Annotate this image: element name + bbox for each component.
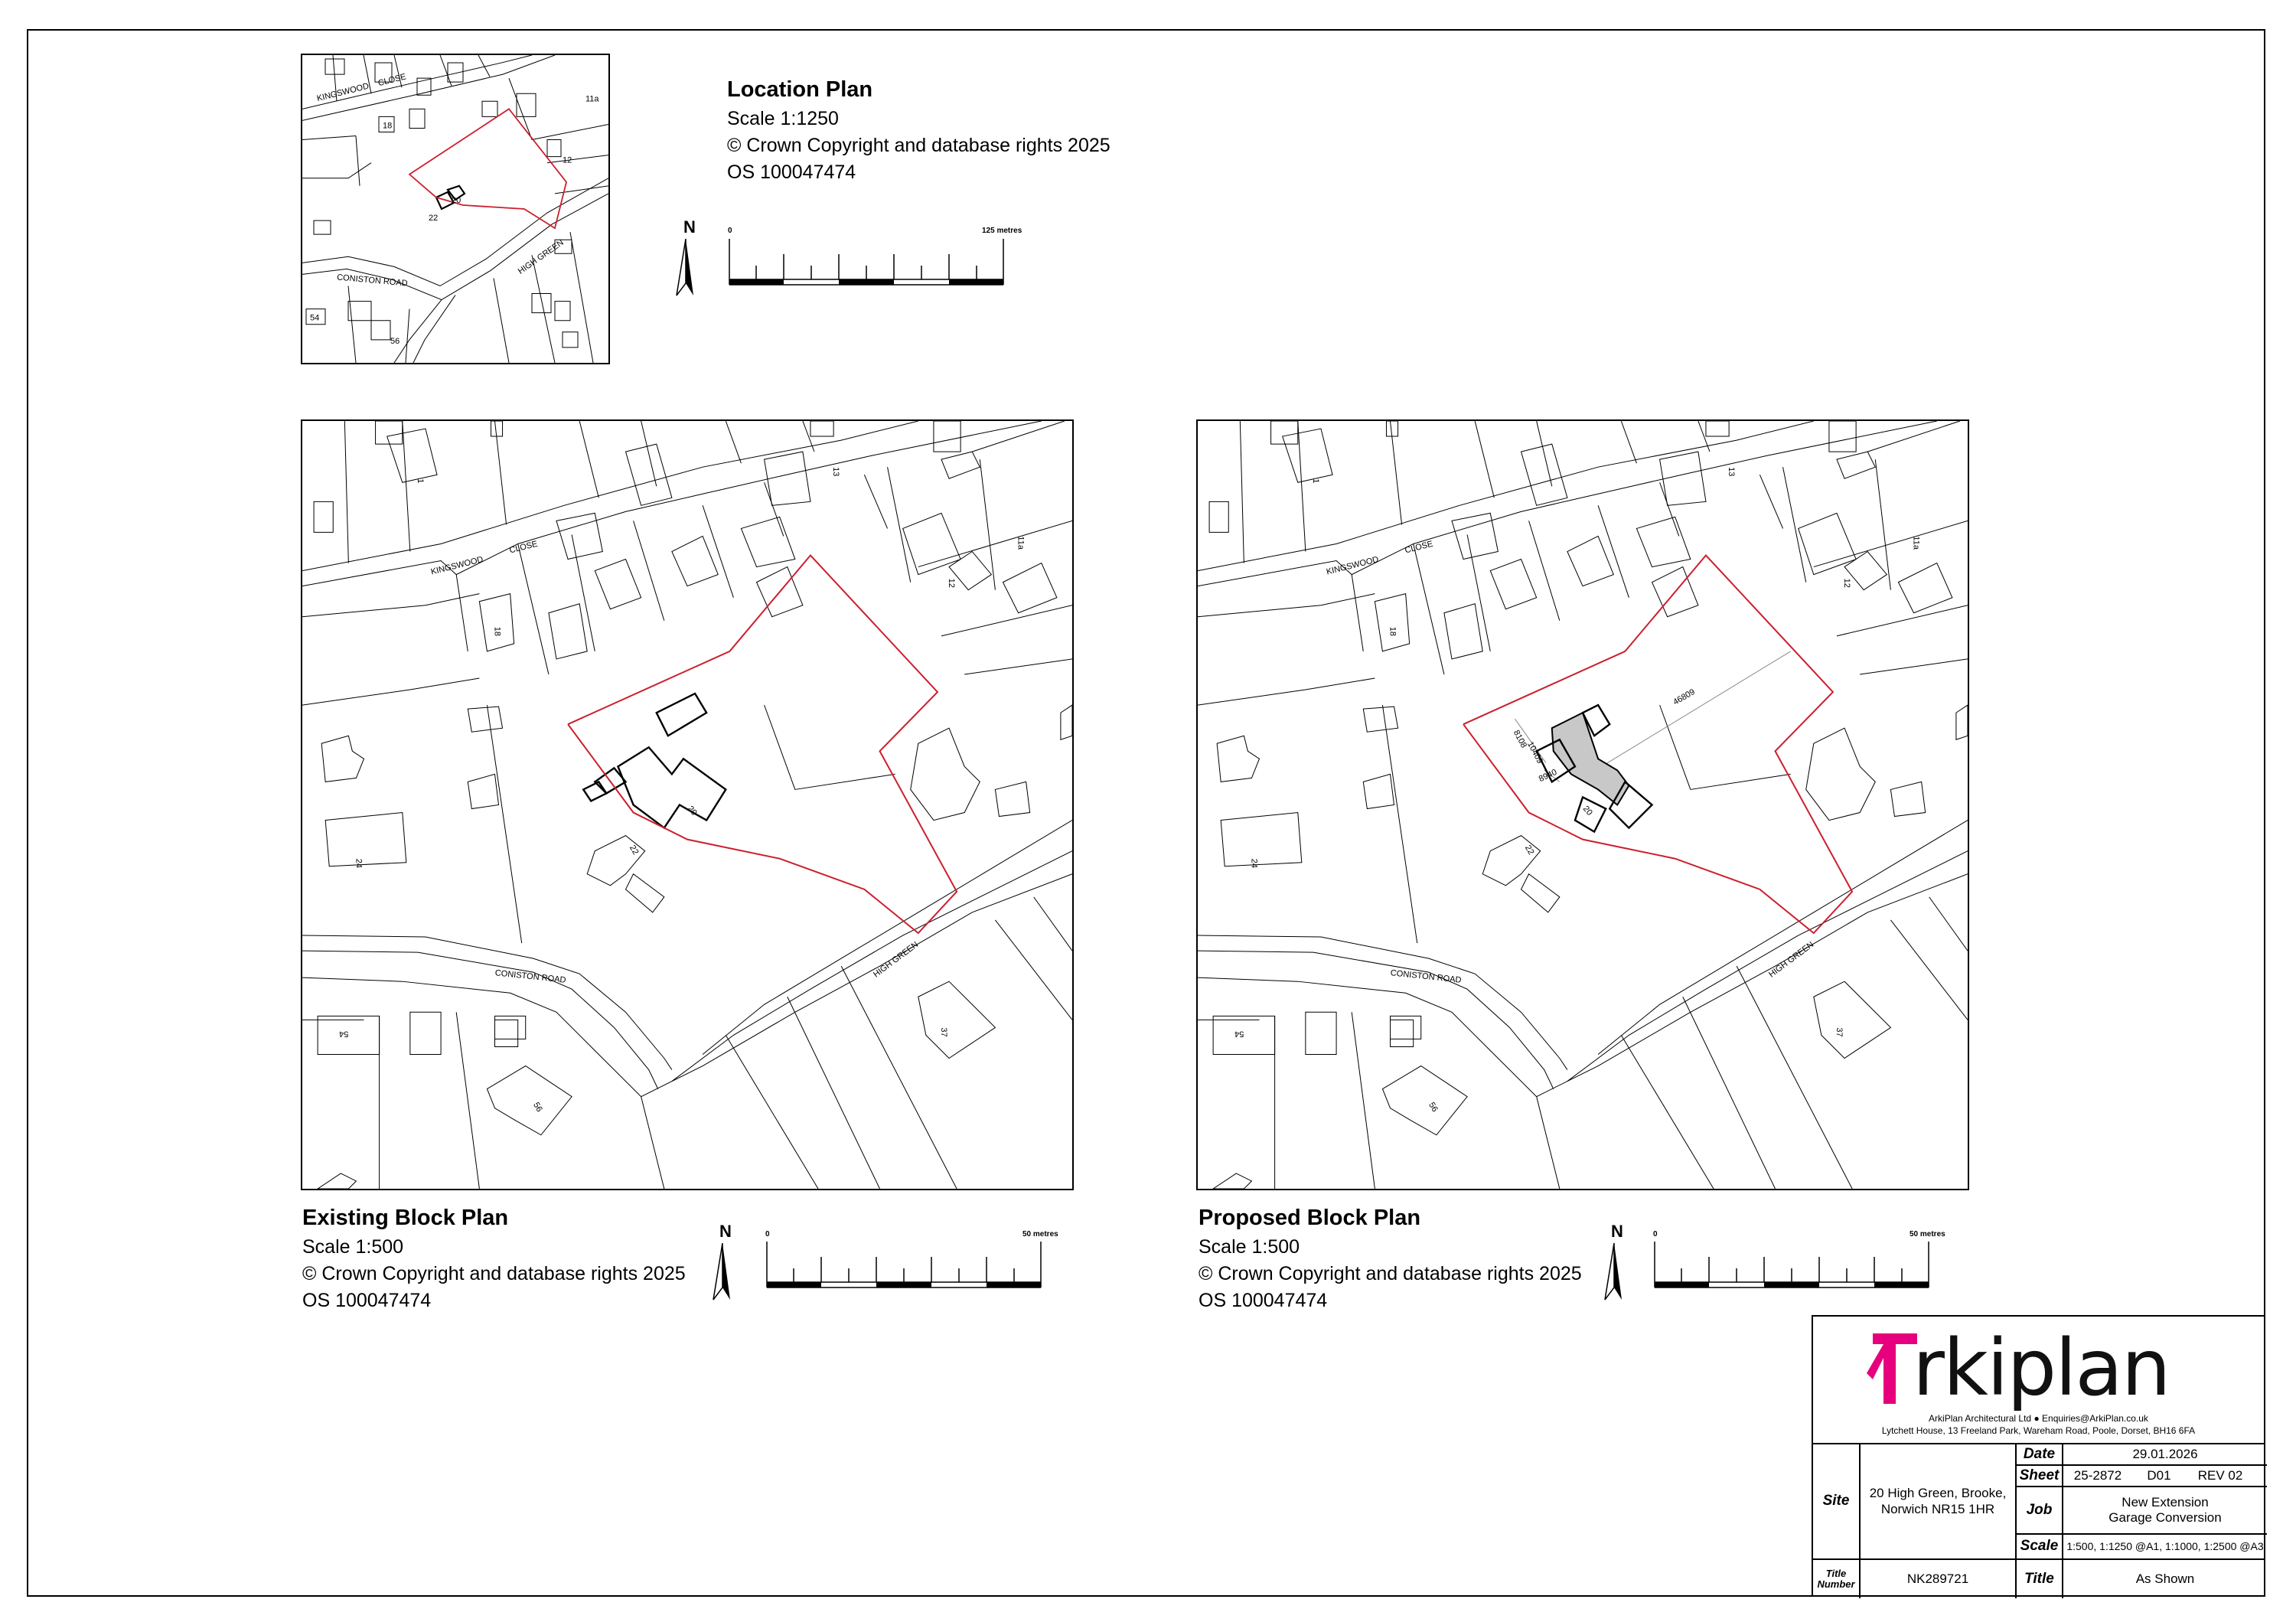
existing-north-arrow-icon [712,1242,732,1303]
map-label-20: 20 [1580,804,1594,818]
map-label-close: CLOSE [377,72,407,89]
map-label-24: 24 [1249,858,1259,868]
map-label-12: 12 [947,578,957,588]
map-label-kingswood: KINGSWOOD [1325,555,1380,577]
site-label: Site [1822,1493,1850,1509]
job-label: Job [2026,1501,2053,1518]
location-scalebar [729,239,1008,292]
location-plan-copyright: © Crown Copyright and database rights 2025 [727,134,1110,156]
existing-north-letter: N [719,1222,732,1241]
map-label-kingswood: KINGSWOOD [315,81,370,104]
title-number-value: NK289721 [1906,1571,1969,1586]
dimension-10409: 10409 [1525,740,1544,765]
location-plan-title: Location Plan [727,77,873,102]
map-label-54: 54 [310,313,320,323]
map-label-11a: 11a [1016,536,1026,550]
sheet-label: Sheet [2019,1467,2060,1483]
map-label-13: 13 [1727,467,1737,477]
proposed-plan-title: Proposed Block Plan [1199,1206,1421,1230]
map-label-11a: 11a [1911,536,1921,550]
map-label-13: 13 [831,467,841,477]
sheet-drawing-number: D01 [2147,1467,2171,1483]
date-label: Date [2023,1445,2056,1462]
title-block [1812,1315,2265,1597]
job-value [2063,1487,2267,1533]
existing-plan-title: Existing Block Plan [302,1206,509,1230]
map-label-56: 56 [390,336,400,346]
map-label-coniston-road: CONISTON ROAD [336,273,409,289]
proposed-plan-copyright: © Crown Copyright and database rights 2025 [1199,1262,1582,1284]
company-line: ArkiPlan Architectural Ltd ● Enquiries@ArkiPlan.co.uk [1929,1413,2148,1424]
map-label-coniston-road: CONISTON ROAD [494,968,567,985]
site-value: 20 High Green, Brooke, Norwich NR15 1HR [1869,1486,2007,1516]
location-plan-caption [727,77,1110,184]
location-north-arrow-icon [675,237,693,299]
proposed-block-plan-drawing [1198,421,1968,1189]
title-label: Title [2024,1570,2054,1587]
arkiplan-logo [1867,1323,2219,1414]
existing-block-plan-drawing [302,421,1072,1189]
location-plan-scale: Scale 1:1250 [727,107,839,129]
existing-scalebar [766,1242,1045,1295]
map-label-54: 54 [339,1029,349,1039]
proposed-plan-scale: Scale 1:500 [1199,1235,1300,1258]
map-label-37: 37 [938,1027,948,1037]
arkiplan-logo-text: rkiplan [1913,1323,2170,1414]
proposed-plan-caption [1199,1205,1582,1312]
map-label-54: 54 [1234,1029,1244,1039]
proposed-block-plan-map [1196,419,1969,1190]
scale-label: Scale [2020,1538,2059,1555]
location-plan-drawing [302,55,608,363]
map-label-22: 22 [627,844,641,857]
dimension-8940: 8940 [1537,767,1559,785]
location-plan-map [301,54,610,364]
map-label-37: 37 [1834,1027,1844,1037]
map-label-56: 56 [531,1101,544,1114]
map-label-high-green: HIGH GREEN [872,940,921,980]
dimension-8108: 8108 [1511,728,1528,750]
existing-plan-copyright: © Crown Copyright and database rights 2025 [302,1262,686,1284]
sheet-revision: REV 02 [2197,1467,2243,1483]
map-label-close: CLOSE [508,539,539,556]
map-label-12: 12 [563,155,572,165]
existing-scalebar-start: 0 [765,1230,770,1239]
map-label-18: 18 [383,121,393,131]
proposed-north-letter: N [1611,1222,1623,1241]
title-value: As Shown [2135,1571,2195,1586]
job-line-1: New Extension [2122,1494,2209,1509]
map-label-high-green: HIGH GREEN [516,237,566,276]
existing-plan-licence: OS 100047474 [302,1289,432,1311]
job-line-2: Garage Conversion [2108,1510,2222,1525]
map-label-coniston-road: CONISTON ROAD [1390,968,1463,985]
map-label-20: 20 [452,195,461,205]
existing-block-plan-map [301,419,1074,1190]
location-scalebar-start: 0 [728,227,732,235]
map-label-kingswood: KINGSWOOD [429,555,484,577]
proposed-scalebar-start: 0 [1653,1230,1658,1239]
map-label-close: CLOSE [1404,539,1434,556]
map-label-1: 1 [415,478,425,484]
dimension-46809: 46809 [1671,687,1697,707]
existing-plan-caption [302,1205,686,1312]
map-label-18: 18 [1388,626,1397,637]
location-scalebar-end: 125 metres [982,227,1022,235]
map-label-24: 24 [354,858,364,868]
map-label-high-green: HIGH GREEN [1767,940,1816,980]
proposed-north-arrow-icon [1603,1242,1623,1303]
map-label-11a: 11a [585,94,599,104]
existing-plan-scale: Scale 1:500 [302,1235,404,1258]
map-label-1: 1 [1310,478,1320,484]
map-label-20: 20 [685,804,699,818]
location-north-letter: N [683,217,696,237]
map-label-12: 12 [1842,578,1852,588]
title-number-label: Title Number [1817,1567,1855,1590]
proposed-scalebar [1654,1242,1933,1295]
proposed-plan-licence: OS 100047474 [1199,1289,1328,1311]
existing-scalebar-end: 50 metres [1022,1230,1058,1239]
map-label-56: 56 [1427,1101,1440,1114]
location-plan-licence: OS 100047474 [727,161,856,183]
proposed-scalebar-end: 50 metres [1910,1230,1945,1239]
company-address: Lytchett House, 13 Freeland Park, Wareham Road, Poole, Dorset, BH16 6FA [1881,1425,2196,1436]
map-label-22: 22 [1522,844,1536,857]
scale-value: 1:500, 1:1250 @A1, 1:1000, 1:2500 @A3 [2066,1540,2264,1553]
date-value: 29.01.2026 [2132,1446,2198,1461]
map-label-22: 22 [429,214,439,224]
map-label-18: 18 [492,626,502,637]
sheet-job-number: 25-2872 [2073,1467,2122,1483]
